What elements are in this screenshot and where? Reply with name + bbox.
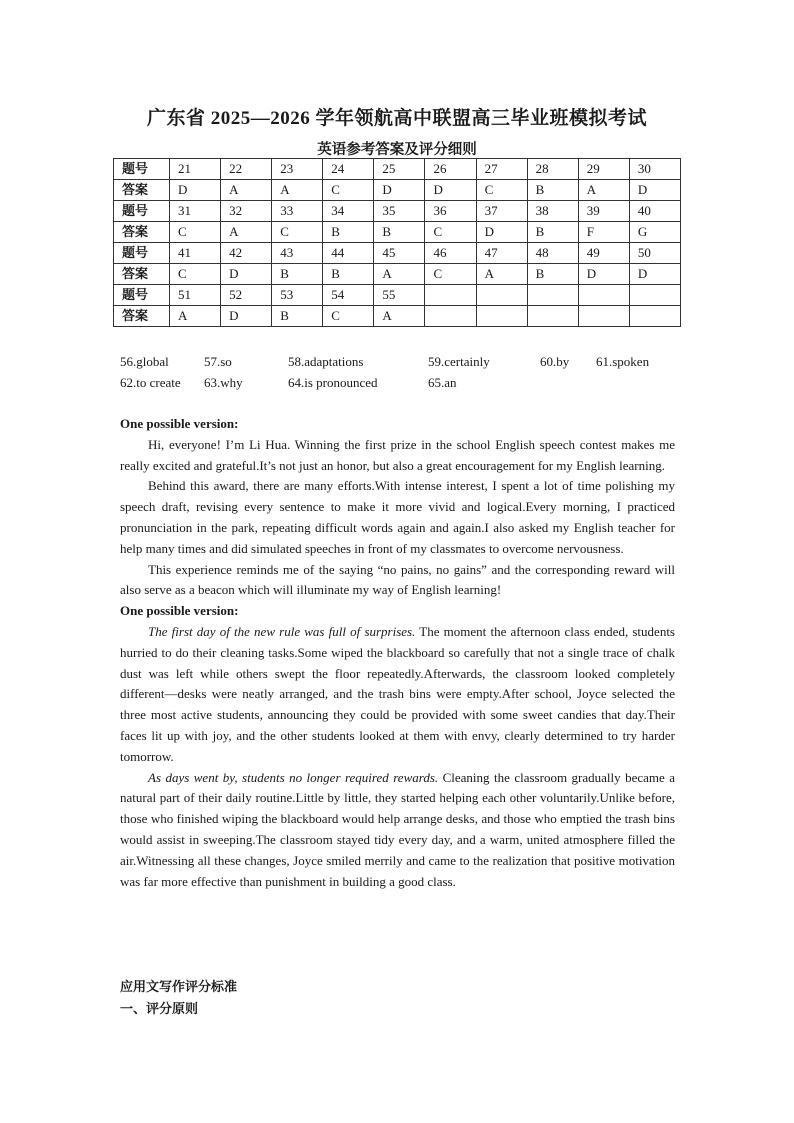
answer-cell: B: [527, 222, 578, 243]
question-number-cell: 26: [425, 159, 476, 180]
question-number-cell: [578, 285, 629, 306]
question-number-cell: 44: [323, 243, 374, 264]
question-number-cell: 45: [374, 243, 425, 264]
essay-2-body: The moment the afternoon class ended, students hurried to do their cleaning tasks.Some wiped the blackboard so carefully that not a single trace of chalk dust was left while others swept the floor repeatedly.Afterwards, the classroom looked completely different—desks were neatly arranged, and the trash bins were empty.After school, Joyce selected the three most active students, announcing they could be provided with some sweet candies that day.Their faces lit up with joy, and the other students looked at them with envy, clearly determined to try harder tomorrow.: [120, 623, 675, 764]
answer-cell: A: [374, 264, 425, 285]
question-number-cell: 47: [476, 243, 527, 264]
answer-cell: D: [629, 180, 680, 201]
answer-table-row: [114, 201, 681, 222]
fill-answer: 58.adaptations: [288, 354, 364, 369]
answer-cell: A: [272, 180, 323, 201]
question-number-cell: 29: [578, 159, 629, 180]
essay-2-lead-sentence: The first day of the new rule was full of surprises.: [148, 623, 416, 639]
answer-cell: C: [170, 222, 221, 243]
page-subtitle: 英语参考答案及评分细则: [317, 142, 477, 158]
essay-1-paragraph: This experience reminds me of the saying “no pains, no gains” and the corresponding reward will also serve as a beacon which will illuminate my way of English learning!: [120, 561, 675, 598]
row-label: 答案: [114, 264, 170, 285]
answer-cell: B: [323, 222, 374, 243]
answer-cell: D: [425, 180, 476, 201]
answer-cell: B: [272, 264, 323, 285]
fill-answer: 56.global: [120, 354, 169, 369]
answer-cell: G: [629, 222, 680, 243]
question-number-cell: 40: [629, 201, 680, 222]
answer-cell: A: [170, 306, 221, 327]
fill-answer: 62.to create: [120, 375, 181, 390]
row-label: 答案: [114, 180, 170, 201]
answer-table-row: [114, 243, 681, 264]
question-number-cell: 33: [272, 201, 323, 222]
answer-cell: D: [578, 264, 629, 285]
essay-2-body: Cleaning the classroom gradually became a natural part of their daily routine.Little by little, they started helping each other voluntarily.Unlike before, those who finished wiping the blackboard would help arrange desks, and those who emptied the trash bins would assist in sweeping.The classroom stayed tidy every day, and a warm, united atmosphere filled the air.Witnessing all these changes, Joyce smiled merrily and came to the realization that positive motivation was far more effective than punishment in building a good class.: [120, 769, 675, 889]
essay-section: [120, 414, 675, 892]
question-number-cell: 52: [221, 285, 272, 306]
answer-table-row: [114, 306, 681, 327]
answer-cell: B: [374, 222, 425, 243]
answer-cell: [425, 306, 476, 327]
answer-cell: D: [374, 180, 425, 201]
essay-2-paragraph: [120, 622, 675, 768]
answer-table-row: [114, 285, 681, 306]
question-number-cell: [527, 285, 578, 306]
answer-cell: D: [221, 264, 272, 285]
question-number-cell: 25: [374, 159, 425, 180]
answer-cell: C: [425, 222, 476, 243]
question-number-cell: 31: [170, 201, 221, 222]
question-number-cell: 30: [629, 159, 680, 180]
answer-table-row: [114, 222, 681, 243]
answer-cell: C: [272, 222, 323, 243]
essay-1-paragraph: Behind this award, there are many efforts.With intense interest, I spent a lot of time polishing my speech draft, revising every sentence to make it more vivid and logical.Every morning, I practiced pronunciation in the park, repeating difficult words again and again.I also asked my English teacher for help many times and did simulated speeches in front of my classmates to overcome nervousness.: [120, 478, 675, 556]
question-number-cell: 24: [323, 159, 374, 180]
answer-table: [113, 158, 681, 327]
answer-cell: D: [221, 306, 272, 327]
answer-cell: C: [476, 180, 527, 201]
answer-cell: [527, 306, 578, 327]
answer-table-row: [114, 159, 681, 180]
question-number-cell: 23: [272, 159, 323, 180]
answer-cell: [476, 306, 527, 327]
fill-answer: 59.certainly: [428, 354, 490, 369]
row-label: 题号: [114, 285, 170, 306]
question-number-cell: 37: [476, 201, 527, 222]
answer-cell: [578, 306, 629, 327]
question-number-cell: [476, 285, 527, 306]
fill-answer: 60.by: [540, 354, 570, 369]
answer-cell: D: [629, 264, 680, 285]
question-number-cell: 43: [272, 243, 323, 264]
fill-answer: 57.so: [204, 354, 232, 369]
fill-answer: 64.is pronounced: [288, 375, 378, 390]
answer-cell: C: [170, 264, 221, 285]
question-number-cell: 36: [425, 201, 476, 222]
question-number-cell: 42: [221, 243, 272, 264]
question-number-cell: 28: [527, 159, 578, 180]
page-title: 广东省 2025—2026 学年领航高中联盟高三毕业班模拟考试: [146, 108, 647, 129]
answer-cell: [629, 306, 680, 327]
question-number-cell: 39: [578, 201, 629, 222]
question-number-cell: 48: [527, 243, 578, 264]
answer-cell: A: [476, 264, 527, 285]
question-number-cell: [425, 285, 476, 306]
question-number-cell: 35: [374, 201, 425, 222]
answer-cell: F: [578, 222, 629, 243]
question-number-cell: 34: [323, 201, 374, 222]
question-number-cell: 50: [629, 243, 680, 264]
answer-cell: A: [374, 306, 425, 327]
answer-cell: B: [527, 264, 578, 285]
fill-blank-row-1: [120, 352, 720, 372]
question-number-cell: 51: [170, 285, 221, 306]
question-number-cell: 55: [374, 285, 425, 306]
row-label: 题号: [114, 201, 170, 222]
question-number-cell: 54: [323, 285, 374, 306]
row-label: 答案: [114, 222, 170, 243]
row-label: 答案: [114, 306, 170, 327]
question-number-cell: 32: [221, 201, 272, 222]
scoring-section-title: 应用文写作评分标准: [120, 979, 238, 994]
answer-cell: B: [527, 180, 578, 201]
fill-blank-row-2: [120, 373, 720, 393]
fill-answer: 63.why: [204, 375, 243, 390]
question-number-cell: 41: [170, 243, 221, 264]
question-number-cell: 27: [476, 159, 527, 180]
answer-cell: C: [323, 306, 374, 327]
scoring-principle-heading: 一、评分原则: [120, 1001, 199, 1016]
row-label: 题号: [114, 159, 170, 180]
answer-cell: A: [578, 180, 629, 201]
answer-table-row: [114, 264, 681, 285]
question-number-cell: 21: [170, 159, 221, 180]
fill-answer: 61.spoken: [596, 354, 650, 369]
question-number-cell: 53: [272, 285, 323, 306]
answer-cell: B: [272, 306, 323, 327]
essay-2-lead-sentence: As days went by, students no longer required rewards.: [148, 769, 439, 785]
essay-2-paragraph: [120, 768, 675, 893]
fill-answer: 65.an: [428, 375, 457, 390]
answer-cell: D: [476, 222, 527, 243]
essay-1-heading: One possible version:: [120, 416, 239, 431]
answer-cell: A: [221, 180, 272, 201]
question-number-cell: 49: [578, 243, 629, 264]
answer-table-row: [114, 180, 681, 201]
answer-cell: C: [425, 264, 476, 285]
essay-1-paragraph: Hi, everyone! I’m Li Hua. Winning the first prize in the school English speech contest makes me really excited and grateful.It’s not just an honor, but also a great encouragement for my English learning.: [120, 436, 675, 473]
answer-cell: B: [323, 264, 374, 285]
question-number-cell: [629, 285, 680, 306]
answer-cell: A: [221, 222, 272, 243]
answer-cell: D: [170, 180, 221, 201]
question-number-cell: 38: [527, 201, 578, 222]
row-label: 题号: [114, 243, 170, 264]
question-number-cell: 46: [425, 243, 476, 264]
answer-cell: C: [323, 180, 374, 201]
essay-2-heading: One possible version:: [120, 603, 239, 619]
question-number-cell: 22: [221, 159, 272, 180]
